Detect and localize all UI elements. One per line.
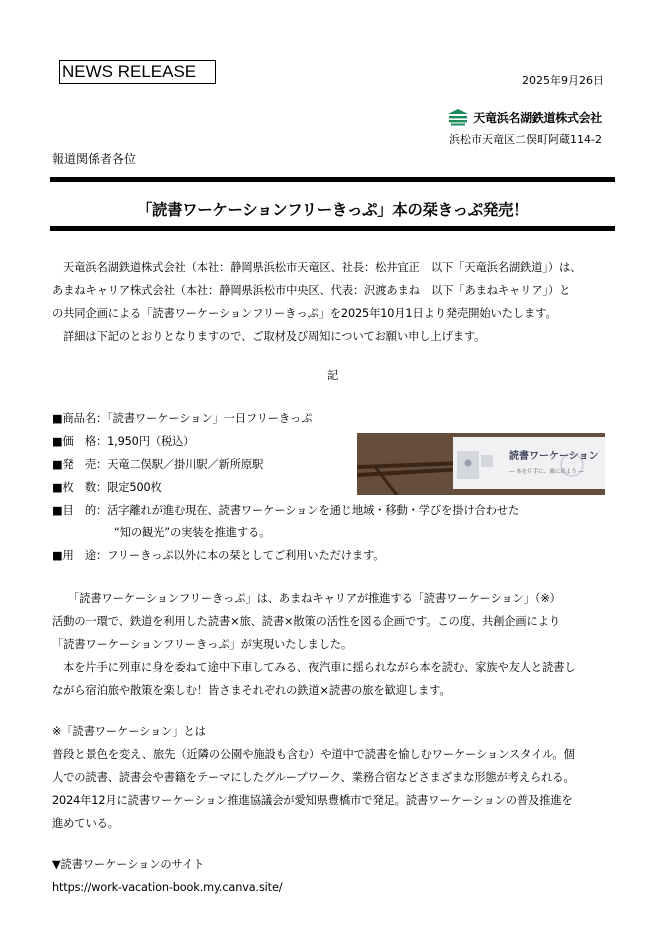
company-header xyxy=(447,108,602,126)
item-purpose-continued: “知の観光”の実装を推進する。 xyxy=(114,526,271,539)
description-line: ながら宿泊旅や散策を楽しむ！皆さまそれぞれの鉄道×読書の旅を歓迎します。 xyxy=(52,684,451,697)
note-line: 進めている。 xyxy=(52,817,119,830)
description-line: 「読書ワーケーションフリーきっぷ」は、あまねキャリアが推進する「読書ワーケーション」（※） xyxy=(68,592,561,605)
intro-paragraph xyxy=(52,256,581,348)
intro-line: あまねキャリア株式会社（本社：静岡県浜松市中央区、代表：沢渡あまね 以下「あまねキャリア」）と xyxy=(52,284,571,297)
note-line: 2024年12月に読書ワーケーション推進協議会が愛知県豊橋市で発足。読書ワーケーションの普及推進を xyxy=(52,794,573,807)
news-release-badge: NEWS RELEASE xyxy=(59,60,216,84)
intro-line: 詳細は下記のとおりとなりますので、ご取材及び周知についてお願い申し上げます。 xyxy=(63,330,486,343)
note-line: 普段と景色を変え、旅先（近隣の公園や施設も含む）や道中で読書を愉しむワーケーションスタイル。個 xyxy=(52,748,575,761)
company-name: 天竜浜名湖鉄道株式会社 xyxy=(473,110,602,125)
item-purpose: ■目 的：活字離れが進む現在、読書ワーケーションを通じ地域・移動・学びを掛け合わせた xyxy=(52,504,520,517)
title-rule-top xyxy=(50,177,615,182)
description-line: 本を片手に列車に身を委ねて途中下車してみる、夜汽車に揺られながら本を読む、家族や友人と読書し xyxy=(63,661,576,674)
note-section xyxy=(52,720,575,835)
ticket-title: 読書ワーケーション xyxy=(509,451,599,462)
company-logo-icon xyxy=(447,108,469,126)
note-heading: ※「読書ワーケーション」とは xyxy=(52,725,206,738)
item-sales-location: ■発 売：天竜二俣駅／掛川駅／新所原駅 xyxy=(52,458,264,471)
site-section xyxy=(52,853,282,899)
release-date: 2025年9月26日 xyxy=(522,74,604,87)
item-quantity: ■枚 数：限定500枚 xyxy=(52,481,162,494)
title-rule-bottom xyxy=(50,226,615,231)
description-line: 「読書ワーケーションフリーきっぷ」が実現いたしました。 xyxy=(52,638,353,651)
site-url-link[interactable]: https://work-vacation-book.my.canva.site/ xyxy=(52,881,283,894)
note-line: 人での読書、読書会や書籍をテーマにしたグループワーク、業務合宿などさまざまな形態が考えられる。 xyxy=(52,771,575,784)
description-paragraph xyxy=(52,587,575,702)
item-usage: ■用 途：フリーきっぷ以外に本の栞としてご利用いただけます。 xyxy=(52,549,385,562)
site-heading: ▼読書ワーケーションのサイト xyxy=(52,858,205,871)
item-product-name: ■商品名：「読書ワーケーション」一日フリーきっぷ xyxy=(52,412,313,425)
addressee: 報道関係者各位 xyxy=(52,152,137,166)
ki-label: 記 xyxy=(327,369,339,382)
ticket-subtitle: ― 本を片手に、旅に出よう ― xyxy=(509,469,584,475)
intro-line: 天竜浜名湖鉄道株式会社（本社：静岡県浜松市天竜区、社長：松井宜正 以下「天竜浜名湖鉄道」）は、 xyxy=(63,261,582,274)
item-price: ■価 格：1,950円（税込） xyxy=(52,435,195,448)
company-address: 浜松市天竜区二俣町阿蔵114-2 xyxy=(449,133,602,146)
intro-line: の共同企画による「読書ワーケーションフリーきっぷ」を2025年10月1日より発売開始いたします。 xyxy=(52,307,557,320)
description-line: 活動の一環で、鉄道を利用した読書×旅、読書×散策の活性を図る企画です。この度、共創企画により xyxy=(52,615,560,628)
ticket-photo xyxy=(357,433,605,495)
ticket-photo-art xyxy=(357,433,605,495)
page-title: 「読書ワーケーションフリーきっぷ」本の栞きっぷ発売！ xyxy=(136,201,529,219)
